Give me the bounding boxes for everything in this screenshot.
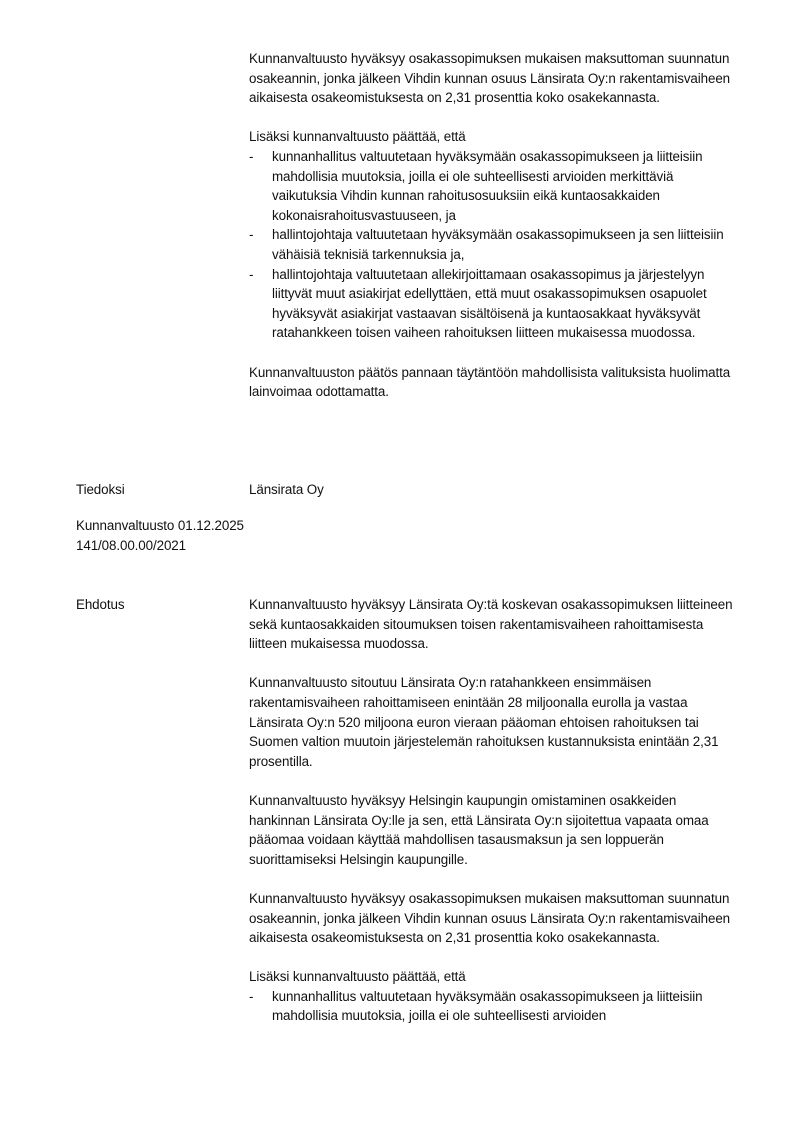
list-item [249, 225, 739, 264]
meeting-body-date: Kunnanvaltuusto 01.12.2025 [76, 518, 244, 533]
bullet-dash: - [249, 227, 254, 243]
proposal-approval-paragraph: Kunnanvaltuusto hyväksyy Länsirata Oy:tä koskevan osakassopimuksen liitteineen sekä kuntaosakkaiden sitoumuksen toisen rakentamisvaiheen rahoittamisesta liitteen mukaisessa muodossa. [249, 597, 733, 652]
record-number: 141/08.00.00/2021 [76, 537, 186, 553]
list-item-text: kunnanhallitus valtuutetaan hyväksymään osakassopimukseen ja liitteisiin mahdollisia muutoksia, joilla ei ole suhteellisesti arvioiden [272, 988, 703, 1024]
proposal-additional-intro: Lisäksi kunnanvaltuusto päättää, että [249, 969, 466, 985]
proposal-helsinki-paragraph: Kunnanvaltuusto hyväksyy Helsingin kaupungin omistaminen osakkeiden hankinnan Länsirata Oy:lle ja sen, että Länsirata Oy:n sijoitettua vapaata omaa pääomaa voidaan käyttää mahdollisen tasausmaksun ja sen loppuerän suorittamiseksi Helsingin kaupungille. [249, 792, 709, 867]
proposal-authorization-list [249, 987, 739, 1026]
proposal-body [249, 595, 739, 1026]
bullet-dash: - [249, 148, 254, 164]
enforcement-paragraph: Kunnanvaltuuston päätös pannaan täytäntöön mahdollisista valituksista huolimatta lainvoimaa odottamatta. [249, 364, 731, 400]
ehdotus-label: Ehdotus [76, 597, 125, 612]
authorization-list [249, 147, 739, 343]
proposal-financing-paragraph: Kunnanvaltuusto sitoutuu Länsirata Oy:n ratahankkeen ensimmäisen rakentamisvaiheen rahoittamiseen enintään 28 miljoonalla eurolla ja vastaa Länsirata Oy:n 520 miljoona euron vieraan pääoman ehtoisen rahoituksen tai Suomen valtion muutoin järjestelemän rahoituksen kustannuksista enintään 2,31 prosentilla. [249, 675, 719, 769]
tiedoksi-label: Tiedoksi [76, 482, 125, 497]
bullet-dash: - [249, 988, 254, 1004]
tiedoksi-value: Länsirata Oy [249, 482, 324, 497]
meeting-info [76, 516, 244, 555]
list-item-text: hallintojohtaja valtuutetaan allekirjoittamaan osakassopimus ja järjestelyyn liittyvät muut asiakirjat edellyttäen, että muut osakassopimuksen osapuolet hyväksyvät asiakirjat vastaavan sisältöisenä ja kuntaosakkaat hyväksyvät ratahankkeen toisen vaiheen rahoituksen liitteen mukaisessa muodossa. [272, 266, 707, 341]
list-item [249, 265, 739, 343]
list-item-text: hallintojohtaja valtuutetaan hyväksymään osakassopimukseen ja sen liitteisiin vähäisiä teknisiä tarkennuksia ja, [272, 227, 724, 262]
proposal-share-issue-paragraph: Kunnanvaltuusto hyväksyy osakassopimuksen mukaisen maksuttoman suunnatun osakeannin, jonka jälkeen Vihdin kunnan osuus Länsirata Oy:n rakentamisvaiheen aikaisesta osakeomistuksesta on 2,31 prosenttia koko osakekannasta. [249, 890, 731, 946]
list-item [249, 147, 739, 225]
share-issue-paragraph: Kunnanvaltuusto hyväksyy osakassopimuksen mukaisen maksuttoman suunnatun osakeannin, jonka jälkeen Vihdin kunnan osuus Länsirata Oy:n rakentamisvaiheen aikaisesta osakeomistuksesta on 2,31 prosenttia koko osakekannasta. [249, 51, 731, 106]
decision-continuation [249, 49, 739, 402]
bullet-dash: - [249, 266, 254, 282]
list-item [249, 987, 739, 1026]
list-item-text: kunnanhallitus valtuutetaan hyväksymään osakassopimukseen ja liitteisiin mahdollisia muutoksia, joilla ei ole suhteellisesti arvioiden merkittäviä vaikutuksia Vihdin kunnan rahoitusosuuksiin eikä kuntaosakkaiden kokonaisrahoitusvastuuseen, ja [272, 148, 703, 223]
additional-decision-intro: Lisäksi kunnanvaltuusto päättää, että [249, 129, 466, 145]
